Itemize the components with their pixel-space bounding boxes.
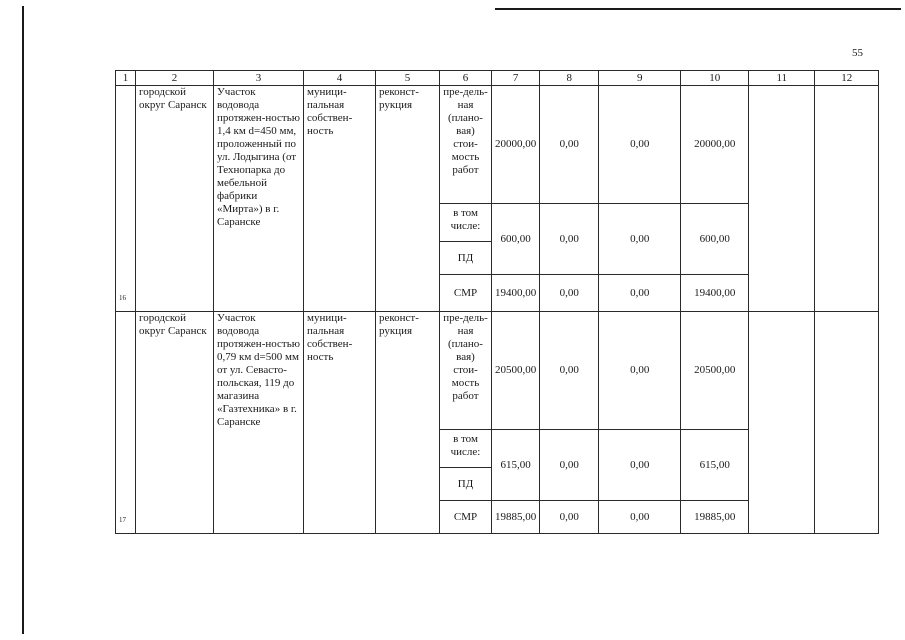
smr-label-cell: СМР: [440, 275, 492, 312]
pd-cell: 600,00: [681, 204, 749, 275]
pd-label-cell: ПД: [440, 468, 492, 501]
pd-label-cell: ПД: [440, 242, 492, 275]
cost-cell: 20500,00: [492, 312, 540, 430]
empty-cell: [749, 312, 815, 534]
municipality-cell: городской округ Саранск: [136, 86, 214, 312]
cost-cell: 20000,00: [492, 86, 540, 204]
pd-cell: 615,00: [681, 430, 749, 501]
incl-label-cell: в том числе:: [440, 430, 492, 468]
incl-label-cell: в том числе:: [440, 204, 492, 242]
row-number: 17: [116, 312, 136, 534]
header-cell: 11: [749, 71, 815, 86]
header-cell: 6: [440, 71, 492, 86]
smr-cell: 0,00: [540, 275, 599, 312]
object-cell: Участок водовода протяжен-ностью 0,79 км d=500 мм от ул. Севасто-польская, 119 до магазина «Газтехника» в г. Саранске: [214, 312, 304, 534]
smr-cell: 19400,00: [492, 275, 540, 312]
smr-cell: 0,00: [599, 275, 681, 312]
header-cell: 8: [540, 71, 599, 86]
municipality-cell: городской округ Саранск: [136, 312, 214, 534]
cost-cell: 0,00: [599, 312, 681, 430]
cost-cell: 20500,00: [681, 312, 749, 430]
investment-table: [115, 70, 879, 534]
header-cell: 7: [492, 71, 540, 86]
smr-cell: 19885,00: [681, 501, 749, 534]
pd-cell: 0,00: [599, 204, 681, 275]
page-number: 55: [852, 47, 863, 59]
table-row: [116, 86, 879, 204]
pd-cell: 0,00: [540, 430, 599, 501]
pd-cell: 0,00: [540, 204, 599, 275]
header-cell: 5: [376, 71, 440, 86]
table-row: [116, 312, 879, 430]
header-cell: 10: [681, 71, 749, 86]
ownership-cell: муници-пальная собствен-ность: [304, 312, 376, 534]
header-row: [116, 71, 879, 86]
empty-cell: [815, 312, 879, 534]
header-cell: 4: [304, 71, 376, 86]
header-cell: 9: [599, 71, 681, 86]
smr-cell: 19885,00: [492, 501, 540, 534]
header-cell: 1: [116, 71, 136, 86]
smr-cell: 19400,00: [681, 275, 749, 312]
cost-cell: 0,00: [540, 86, 599, 204]
cost-label-cell: пре-дель-ная (плано-вая) стои-мость работ: [440, 312, 492, 430]
cost-cell: 0,00: [540, 312, 599, 430]
smr-cell: 0,00: [540, 501, 599, 534]
work-type-cell: реконст-рукция: [376, 86, 440, 312]
smr-cell: 0,00: [599, 501, 681, 534]
smr-label-cell: СМР: [440, 501, 492, 534]
empty-cell: [749, 86, 815, 312]
row-number: 16: [116, 86, 136, 312]
top-rule: [495, 8, 901, 10]
pd-cell: 600,00: [492, 204, 540, 275]
header-cell: 12: [815, 71, 879, 86]
left-margin-rule: [22, 6, 24, 634]
cost-label-cell: пре-дель-ная (плано-вая) стои-мость работ: [440, 86, 492, 204]
object-cell: Участок водовода протяжен-ностью 1,4 км d=450 мм, проложенный по ул. Лодыгина (от Технопарка до мебельной фабрики «Мирта») в г. Саранске: [214, 86, 304, 312]
empty-cell: [815, 86, 879, 312]
work-type-cell: реконст-рукция: [376, 312, 440, 534]
header-cell: 3: [214, 71, 304, 86]
pd-cell: 615,00: [492, 430, 540, 501]
ownership-cell: муници-пальная собствен-ность: [304, 86, 376, 312]
cost-cell: 20000,00: [681, 86, 749, 204]
header-cell: 2: [136, 71, 214, 86]
cost-cell: 0,00: [599, 86, 681, 204]
pd-cell: 0,00: [599, 430, 681, 501]
